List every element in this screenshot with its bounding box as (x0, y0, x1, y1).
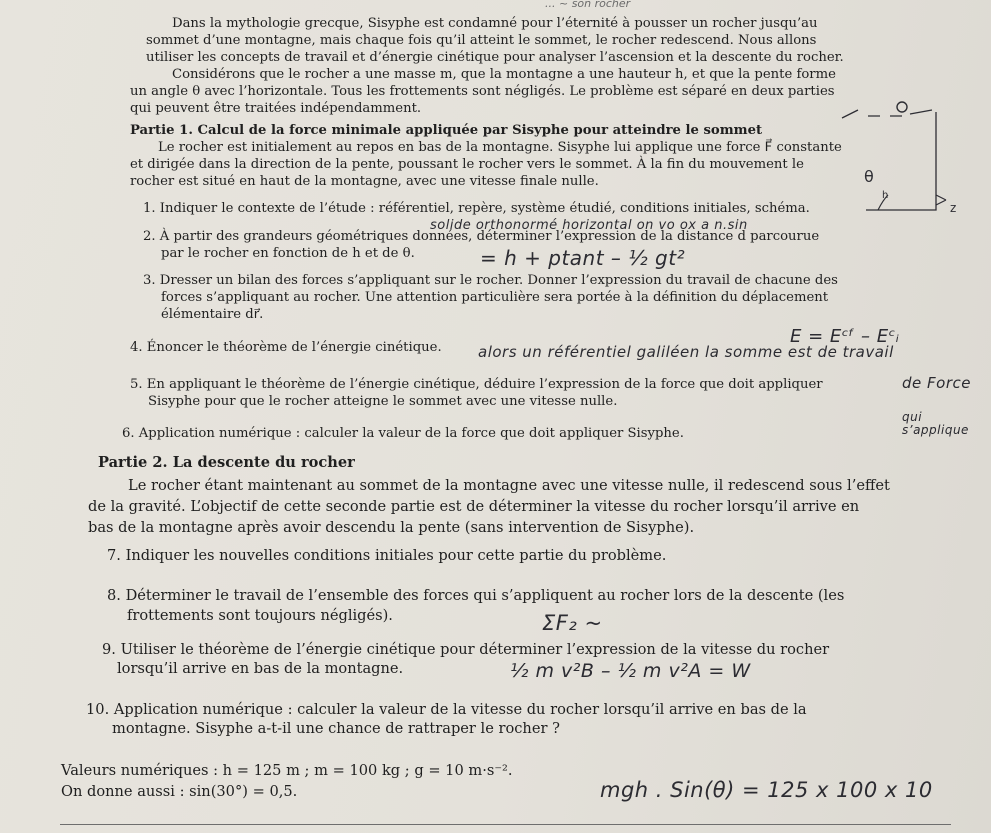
question-3-line-2: forces s’appliquant au rocher. Une attention particulière sera portée à la définition du déplacement (161, 290, 829, 305)
intro-line-4: Considérons que le rocher a une masse m, que la montagne a une hauteur h, et que la pente forme (172, 67, 836, 82)
question-5-line-2: Sisyphe pour que le rocher atteigne le sommet avec une vitesse nulle. (148, 394, 618, 409)
question-4: 4. Énoncer le théorème de l’énergie cinétique. (130, 340, 442, 355)
page-bottom-rule (60, 824, 951, 825)
question-8-line-2: frottements sont toujours négligés). (127, 607, 393, 624)
header-scrawl: ... ~ son rocher (545, 0, 631, 10)
question-5-line-1: 5. En appliquant le théorème de l’énergie cinétique, déduire l’expression de la force que doit appliquer (130, 377, 823, 392)
question-10-line-2: montagne. Sisyphe a-t-il une chance de rattraper le rocher ? (112, 720, 560, 737)
question-3-line-3: élémentaire dr⃗. (161, 307, 264, 322)
intro-line-3: utiliser les concepts de travail et d’énergie cinétique pour analyser l’ascension et la descente du rocher. (146, 50, 844, 65)
part1-desc-1: Le rocher est initialement au repos en bas de la montagne. Sisyphe lui applique une force F⃗ constante (158, 140, 842, 155)
question-2-line-1: 2. À partir des grandeurs géométriques données, déterminer l’expression de la distance d parcourue (143, 229, 820, 244)
handwriting-q2: = h + ptant – ½ gt² (480, 246, 686, 270)
part2-desc-2: de la gravité. L’objectif de cette seconde partie est de déterminer la vitesse du rocher lorsqu’il arrive en (88, 498, 860, 515)
question-8-line-1: 8. Déterminer le travail de l’ensemble des forces qui s’appliquent au rocher lors de la descente (les (107, 587, 845, 604)
numerical-values: Valeurs numériques : h = 125 m ; m = 100 kg ; g = 10 m·s⁻². (61, 762, 513, 779)
handwriting-q1: solide orthonormé horizontal on vo ox a n.sin (430, 218, 748, 233)
top-dashed-line (842, 110, 932, 118)
diagram-theta-label: θ (864, 167, 874, 186)
z-arrow (936, 195, 946, 205)
part2-desc-3: bas de la montagne après avoir descendu la pente (sans intervention de Sisyphe). (88, 519, 695, 536)
part1-desc-2: et dirigée dans la direction de la pente, poussant le rocher vers le sommet. À la fin du mouvement le (130, 157, 804, 172)
handwriting-values: mgh . Sin(θ) = 125 x 100 x 10 (600, 778, 933, 802)
handwriting-q8: ΣF₂ ~ (542, 611, 603, 635)
part1-title: Partie 1. Calcul de la force minimale appliquée par Sisyphe pour atteindre le sommet (130, 123, 763, 138)
question-9-line-2: lorsqu’il arrive en bas de la montagne. (117, 660, 404, 677)
handwriting-q5-margin: de Force (902, 374, 971, 392)
part2-desc-1: Le rocher étant maintenant au sommet de la montagne avec une vitesse nulle, il redescend sous l’effet (128, 477, 890, 494)
handwriting-q4: alors un référentiel galiléen la somme est de travail (478, 343, 894, 361)
question-2-line-2: par le rocher en fonction de h et de θ. (161, 246, 415, 261)
diagram-z-label: z (950, 201, 957, 215)
question-10-line-1: 10. Application numérique : calculer la valeur de la vitesse du rocher lorsqu’il arrive en bas de la (86, 701, 807, 718)
part2-title: Partie 2. La descente du rocher (98, 454, 355, 471)
handwriting-q9: ½ m v²B – ½ m v²A = W (510, 660, 751, 682)
question-1: 1. Indiquer le contexte de l’étude : référentiel, repère, système étudié, conditions initiales, schéma. (143, 201, 810, 216)
intro-line-5: un angle θ avec l’horizontale. Tous les frottements sont négligés. Le problème est séparé en deux parties (130, 84, 835, 99)
slope-diagram (838, 100, 958, 250)
question-9-line-1: 9. Utiliser le théorème de l’énergie cinétique pour déterminer l’expression de la vitesse du rocher (102, 641, 830, 658)
question-6: 6. Application numérique : calculer la valeur de la force que doit appliquer Sisyphe. (122, 426, 684, 441)
question-7: 7. Indiquer les nouvelles conditions initiales pour cette partie du problème. (107, 547, 667, 564)
intro-line-6: qui peuvent être traitées indépendamment. (130, 101, 422, 116)
intro-line-2: sommet d’une montagne, mais chaque fois qu’il atteint le sommet, le rocher redescend. Nous allons (146, 33, 817, 48)
given-sine-value: On donne aussi : sin(30°) = 0,5. (61, 783, 298, 800)
slope-diagram-drawing (838, 100, 958, 250)
handwriting-q4-formula: E = Eᶜᶠ – Eᶜᵢ (790, 326, 900, 347)
question-3-line-1: 3. Dresser un bilan des forces s’appliquant sur le rocher. Donner l’expression du travail de chacune des (143, 273, 838, 288)
handwriting-q6-margin: qui s’applique (902, 410, 969, 437)
intro-line-1: Dans la mythologie grecque, Sisyphe est condamné pour l’éternité à pousser un rocher jusqu’au (172, 16, 818, 31)
diagram-h-label: h (882, 190, 889, 201)
triangle-outline (866, 112, 936, 210)
rock-sketch (897, 102, 907, 112)
part1-desc-3: rocher est situé en haut de la montagne, avec une vitesse finale nulle. (130, 174, 599, 189)
